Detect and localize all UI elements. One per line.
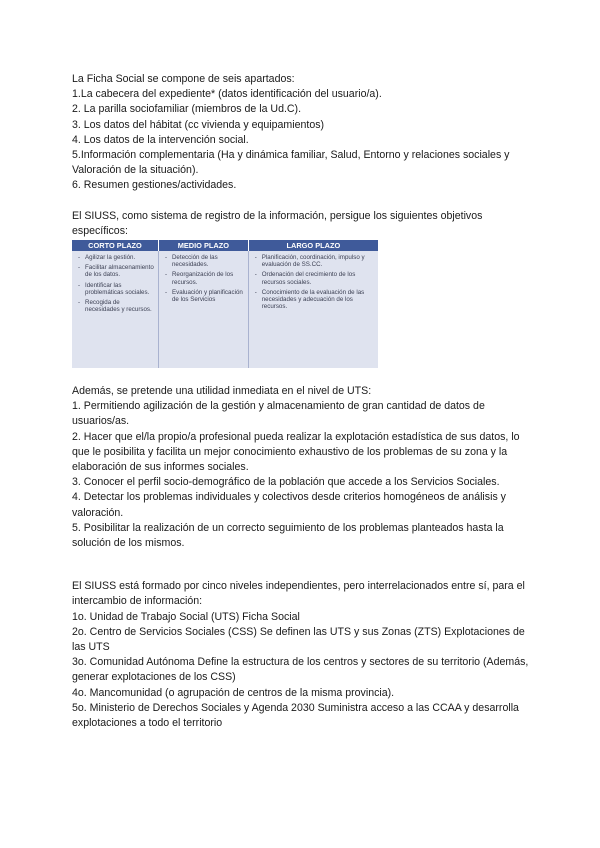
objectives-table xyxy=(72,240,378,368)
uts-utility-section xyxy=(72,384,532,551)
document-page xyxy=(72,72,532,731)
list-item: 6. Resumen gestiones/actividades. xyxy=(72,179,237,192)
table-list-item: - Detección de las necesidades. xyxy=(172,254,245,268)
table-list-item: - Evaluación y planificación de los Servicios xyxy=(172,289,245,303)
objectives-section xyxy=(72,209,532,368)
table-cell-medium-term xyxy=(158,251,248,368)
section-intro: Además, se pretende una utilidad inmediata en el nivel de UTS: xyxy=(72,385,372,398)
list-item: 5. Posibilitar la realización de un correcto seguimiento de los problemas planteados hasta la solución de los mismos. xyxy=(72,521,504,550)
table-list-item: - Facilitar almacenamiento de los datos. xyxy=(85,264,155,278)
list-item: 2. La parilla sociofamiliar (miembros de la Ud.C). xyxy=(72,103,302,116)
table-cell-short-term xyxy=(72,251,158,368)
siuss-levels-section xyxy=(72,579,532,731)
list-item: 1.La cabecera del expediente* (datos identificación del usuario/a). xyxy=(72,88,382,101)
section-intro: El SIUSS está formado por cinco niveles independientes, pero interrelacionados entre sí, para el intercambio de información: xyxy=(72,580,525,608)
list-item: 5o. Ministerio de Derechos Sociales y Agenda 2030 Suministra acceso a las CCAA y desarrolla explotaciones a todo el territorio xyxy=(72,701,519,730)
table-list-item: - Recogida de necesidades y recursos. xyxy=(85,299,155,313)
list-item: 1o. Unidad de Trabajo Social (UTS) Ficha Social xyxy=(72,610,300,623)
table-list-item: - Planificación, coordinación, impulso y evaluación de SS.CC. xyxy=(262,254,375,268)
table-list-item: - Identificar las problemáticas sociales. xyxy=(85,282,155,296)
list-item: 2. Hacer que el/la propio/a profesional pueda realizar la explotación estadística de sus datos, lo que le posibilita y facilita un mejor conocimiento exhaustivo de los problemas de su zona y la elaboración de sus informes sociales. xyxy=(72,430,520,474)
section-intro: La Ficha Social se compone de seis apartados: xyxy=(72,73,295,85)
table-header-medium-term: MEDIO PLAZO xyxy=(158,240,248,251)
list-item: 3o. Comunidad Autónoma Define la estructura de los centros y sectores de su territorio (Además, generar explotaciones de los CSS) xyxy=(72,656,529,684)
table-list-item: - Ordenación del crecimiento de los recursos sociales. xyxy=(262,271,375,285)
table-list-item: - Reorganización de los recursos. xyxy=(172,271,245,285)
table-header-short-term: CORTO PLAZO xyxy=(72,240,158,251)
list-item: 3. Conocer el perfil socio-demográfico de la población que accede a los Servicios Sociales. xyxy=(72,476,500,489)
list-item: 1. Permitiendo agilización de la gestión y almacenamiento de gran cantidad de datos de usuarios/as. xyxy=(72,400,485,428)
table-cell-long-term xyxy=(248,251,378,368)
list-item: 4o. Mancomunidad (o agrupación de centros de la misma provincia). xyxy=(72,686,395,699)
table-header-long-term: LARGO PLAZO xyxy=(248,240,378,251)
section-intro: El SIUSS, como sistema de registro de la información, persigue los siguientes objetivos específicos: xyxy=(72,209,483,237)
table-list-item: - Conocimiento de la evaluación de las necesidades y adecuación de los recursos. xyxy=(262,289,375,311)
ficha-social-section xyxy=(72,72,532,194)
list-item: 5.Información complementaria (Ha y dinámica familiar, Salud, Entorno y relaciones sociales y Valoración de la situación). xyxy=(72,149,510,177)
list-item: 2o. Centro de Servicios Sociales (CSS) Se definen las UTS y sus Zonas (ZTS) Explotaciones de las UTS xyxy=(72,625,525,654)
list-item: 4. Detectar los problemas individuales y colectivos desde criterios homogéneos de análisis y valoración. xyxy=(72,491,506,519)
list-item: 3. Los datos del hábitat (cc vivienda y equipamientos) xyxy=(72,118,325,131)
list-item: 4. Los datos de la intervención social. xyxy=(72,133,249,146)
table-list-item: - Agilizar la gestión. xyxy=(85,254,155,261)
